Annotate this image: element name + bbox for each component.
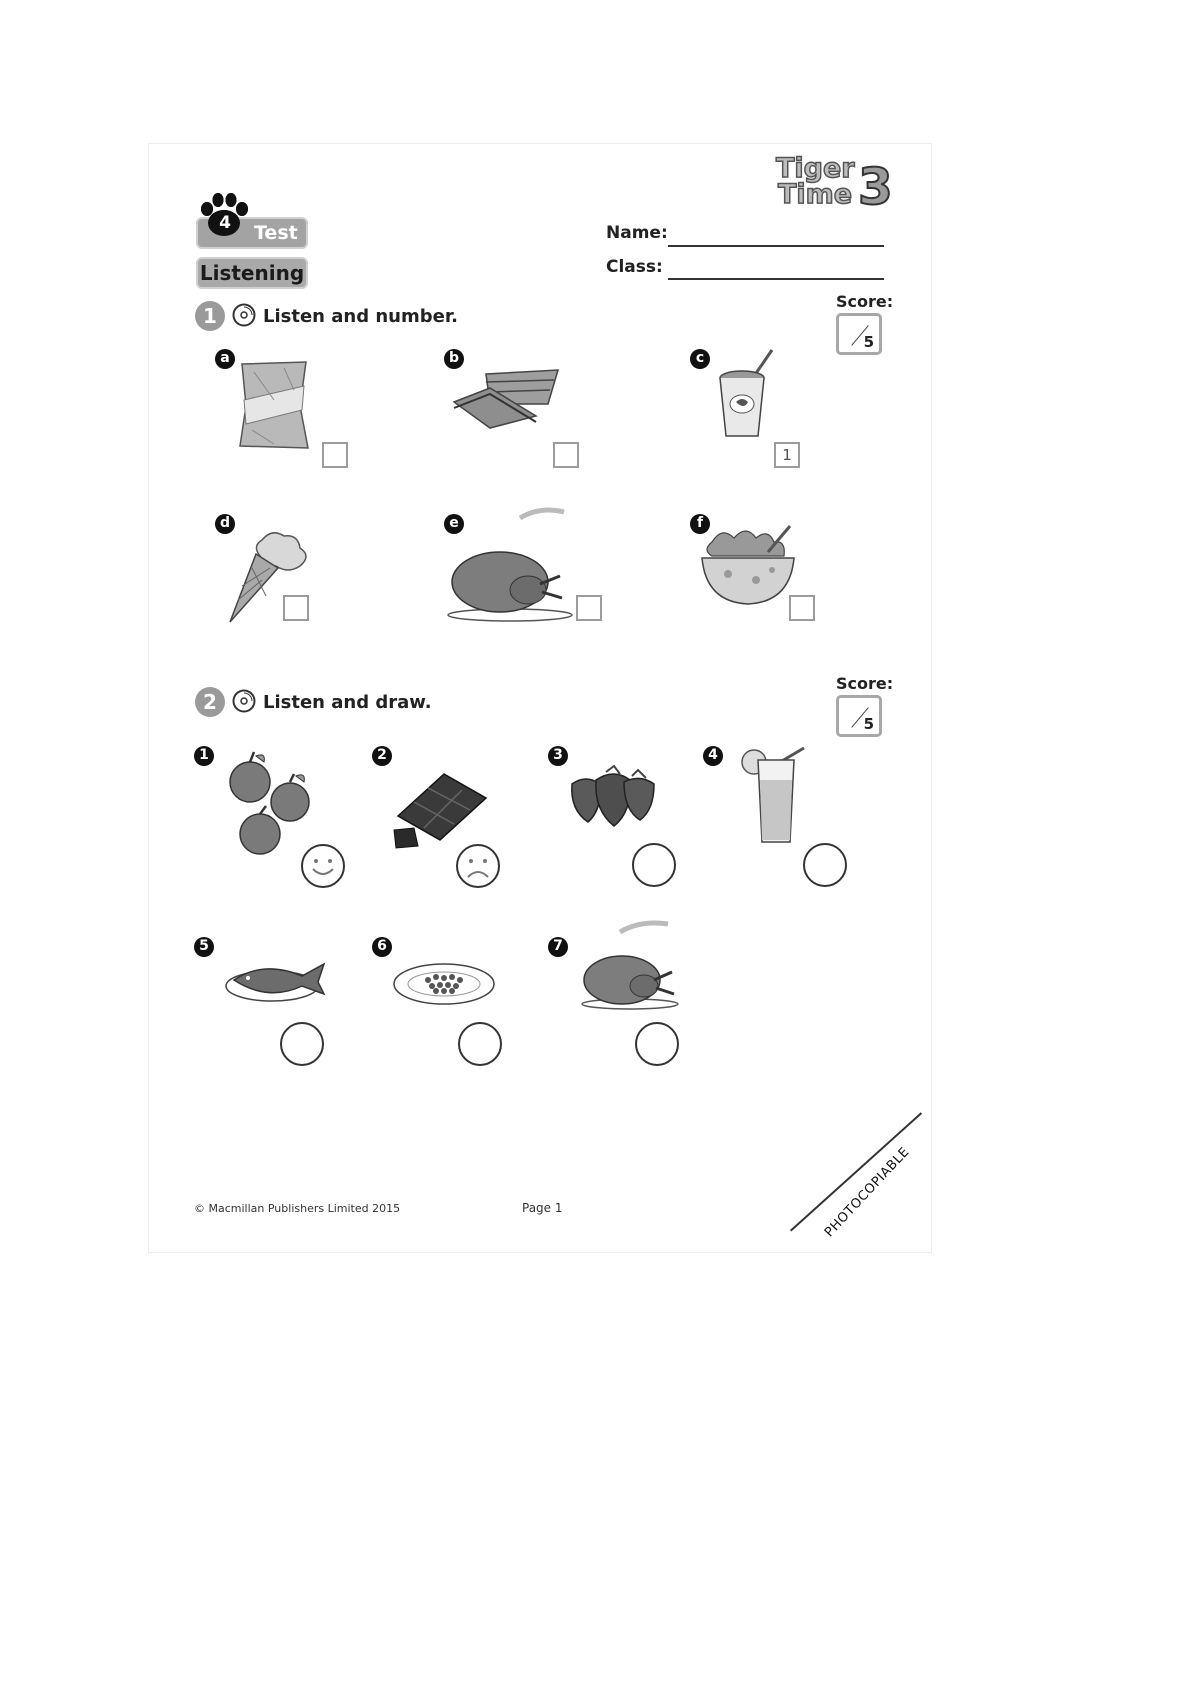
answer-box-e[interactable]: [576, 595, 602, 621]
logo-level: 3: [858, 158, 893, 216]
item-number-2: 2: [372, 746, 392, 766]
logo-line-1: Tiger: [776, 153, 855, 184]
answer-box-b[interactable]: [553, 442, 579, 468]
tiger-time-logo: [776, 153, 900, 224]
answer-box-c[interactable]: 1: [774, 442, 800, 468]
item-letter-e: e: [444, 514, 464, 534]
item-number-5: 5: [194, 937, 214, 957]
roast-chicken-picture: [444, 502, 576, 624]
unit-number: 4: [219, 213, 231, 233]
section-1-score-total: 5: [863, 333, 874, 351]
answer-circle-7[interactable]: [635, 1022, 679, 1066]
section-2-score-total: 5: [863, 715, 874, 733]
answer-box-f[interactable]: [789, 595, 815, 621]
class-field[interactable]: [668, 278, 884, 280]
roast-chicken-picture: [580, 920, 686, 1010]
peas-plate-picture: [392, 960, 496, 1008]
salad-bowl-picture: [698, 522, 798, 612]
photocopiable-stamp: PHOTOCOPIABLE: [822, 1144, 913, 1241]
section-1-score-label: Score:: [836, 292, 894, 311]
crisps-bag-picture: [234, 360, 314, 450]
item-letter-b: b: [444, 349, 464, 369]
section-1-instruction: Listen and number.: [263, 306, 458, 327]
chocolate-picture: [390, 770, 488, 850]
frown-face-icon[interactable]: [455, 843, 501, 889]
answer-circle-6[interactable]: [458, 1022, 502, 1066]
item-number-7: 7: [548, 937, 568, 957]
answer-circle-5[interactable]: [280, 1022, 324, 1066]
apples-picture: [222, 752, 314, 856]
section-2-number: 2: [195, 687, 225, 717]
audio-cd-icon: [232, 689, 256, 713]
section-1-number: 1: [195, 301, 225, 331]
fish-plate-picture: [224, 954, 326, 1004]
strawberries-picture: [566, 766, 656, 832]
section-2-instruction: Listen and draw.: [263, 692, 432, 713]
answer-box-a[interactable]: [322, 442, 348, 468]
name-field[interactable]: [668, 245, 884, 247]
section-1-score-box[interactable]: [836, 313, 882, 355]
logo-line-2: Time: [778, 179, 853, 210]
section-2-score-label: Score:: [836, 674, 894, 693]
section-2-score-box[interactable]: [836, 695, 882, 737]
test-label: Test: [254, 222, 298, 244]
item-number-4: 4: [703, 746, 723, 766]
item-number-1: 1: [194, 746, 214, 766]
audio-cd-icon: [232, 303, 256, 327]
juice-glass-picture: [740, 742, 810, 846]
item-letter-f: f: [690, 514, 710, 534]
item-number-3: 3: [548, 746, 568, 766]
page-number: Page 1: [522, 1201, 563, 1215]
sandwich-picture: [450, 364, 566, 434]
item-letter-c: c: [690, 349, 710, 369]
name-label: Name:: [606, 223, 668, 243]
class-label: Class:: [606, 257, 663, 277]
copyright-text: © Macmillan Publishers Limited 2015: [194, 1202, 401, 1215]
answer-circle-4[interactable]: [803, 843, 847, 887]
item-letter-d: d: [215, 514, 235, 534]
yogurt-picture: [714, 348, 780, 444]
smile-face-icon[interactable]: [300, 843, 346, 889]
item-number-6: 6: [372, 937, 392, 957]
answer-circle-3[interactable]: [632, 843, 676, 887]
skill-label: Listening: [196, 257, 308, 289]
answer-box-d[interactable]: [283, 595, 309, 621]
item-letter-a: a: [215, 349, 235, 369]
